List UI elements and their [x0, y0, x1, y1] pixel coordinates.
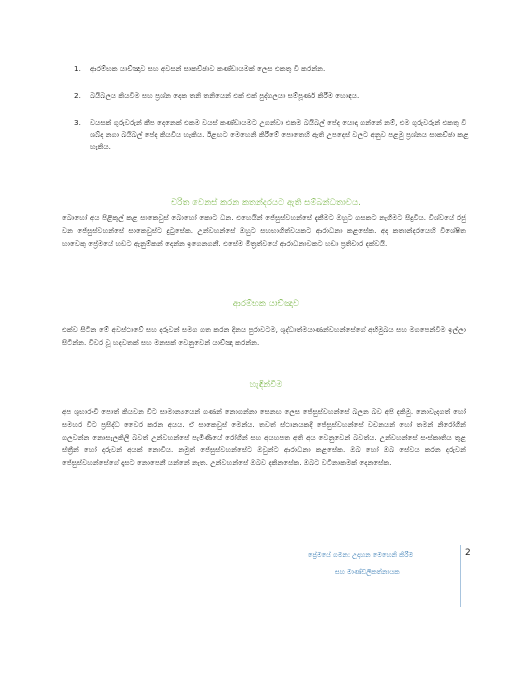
section-body-connection: බොහෝ අය පිළිකුල් කළ සාකෙවුස් බොහෝ කොට ධන. එහෙයින් ජේසුස්වහන්සේ දැකීමට ඔහුට ගසකට නැගීමට සිදුවිය. විශ්වයේ රජු වන ජේසුස්වහන්සේ සාකෙවුස්ට දුටුසේක. උන්වහන්සේ ඔහුට සහභාගිත්වයකට ආරාධනා කළසේක. අද කතාන්දරයෙහි විශේෂිත හාවෙකු ප්‍රේමයේ හඩට ඇනුම්කන් දෙන්න ඉගෙනගනී. එසේම මිත්‍රත්වයේ ආරාධනාවකට හඩා ප්‍රතිචාර දක්වයි.	[62, 213, 466, 248]
section-heading-opening-prayer: ආරම්භක යාච්ඤාව	[232, 299, 300, 309]
footer-title: ප්‍රේමයේ ගමන: උදාහන මෙහෙනි කිරීම	[308, 551, 414, 559]
list-item-2	[74, 90, 474, 102]
list-text: බයිබලය කියවීම සහ ප්‍රශ්න දෙක තනි තනියෙන් එක් එක් පුද්ගලයා සම්පූර්ණ කිරීම හොඳය.	[90, 91, 360, 100]
list-item-1	[74, 63, 474, 75]
section-body-opening-prayer: එක්ව සිටින මේ අවස්ථාවේ සහ දරුවන් සමග ගත කරන දිනය පුරාවටම, ශුද්ධාත්මයාණන්වහන්සේගේ අභිමුඛය සහ මගපෙන්වීම ඉල්ලා සිටින්න. විවර වූ හදවතක් සහ මනසක් වෙනුවෙන් යාච්ඤා කරන්න.	[62, 325, 466, 347]
numbered-list	[74, 63, 474, 168]
footer-subtitle: සහ මාණ්ඩලිකත්නායක	[335, 568, 400, 576]
footer-divider	[460, 545, 461, 607]
page-number: 2	[465, 548, 471, 558]
list-text: ආරම්භක යාච්ඤාව සහ අවසන් සාකච්ඡාව කණ්ඩායමක් ලෙස එකතු වී කරන්න.	[90, 64, 326, 73]
section-heading-connection: චරිත වෙනස් කරන කතන්දරයට ඇති සම්බන්ධතාවය.	[171, 198, 361, 208]
list-text: වයසක් ගුරුවරුන් කීප දෙනෙක් එකම වයස් කණ්ඩායමට උගන්වා එකම බයිබල් පේද යොදා ගන්නේ නම්, එම ගුරුවරුන් එකතු වී ශබ්ද නගා බයිබල් පේද කියවිය හැකිය. ඊළඟට මෙහෙනි කිරීමේ පොතෙහි ඇති උපදෙස් වලට අනුව පළමු ප්‍රශ්නය සාකච්ඡා කළ හැකිය.	[90, 118, 469, 151]
list-number: 1.	[74, 64, 81, 73]
list-number: 3.	[74, 118, 81, 127]
list-item-3	[74, 117, 474, 153]
section-heading-introduction: හැඳින්වීම	[249, 380, 283, 390]
section-body-introduction: අප ශුභාරංචි පොත් කියවන විට සාමාන්‍යයෙන් ගණන් නොගන්නා සෙනඟ ලෙස ජේසුස්වහන්සේ බලන බව අපි දකිමු. නොවැදගත් හෝ සමහර විට ප්‍රසිද්ධ වෛර කරන අයය. ඒ සාකෙවුස් මෙන්ය. තවත් ස්ථානයකදී ජේසුස්වහන්සේ වචනයන් හෝ තමන් නිරෝගීන් ගලවන්න නොසැලකිලි බවත් උන්වහන්සේ පැමිණියේ රෝගීන් සහ අයහපත අති අය වෙනුවෙන් බවත්ය. උන්වහන්සේ සංස්කෘතිය තුළ ස්ත්‍රීන් හෝ දරුවන් අයක් නොවිය. නමුත් ජේසුස්වහන්සේට ඔවුන්ට ආරාධනා කළසේක. ඔබ හෝ ඔබ සේවය කරන දරුවන් ජේසුස්වහන්සේගේ දෑසට නොපෙනී යන්නේ නැත. උන්වහන්සේ ඔබව දකිනසේක. ඔබට වටිනාකමක් දෙනසේක.	[62, 407, 466, 468]
list-number: 2.	[74, 91, 81, 100]
